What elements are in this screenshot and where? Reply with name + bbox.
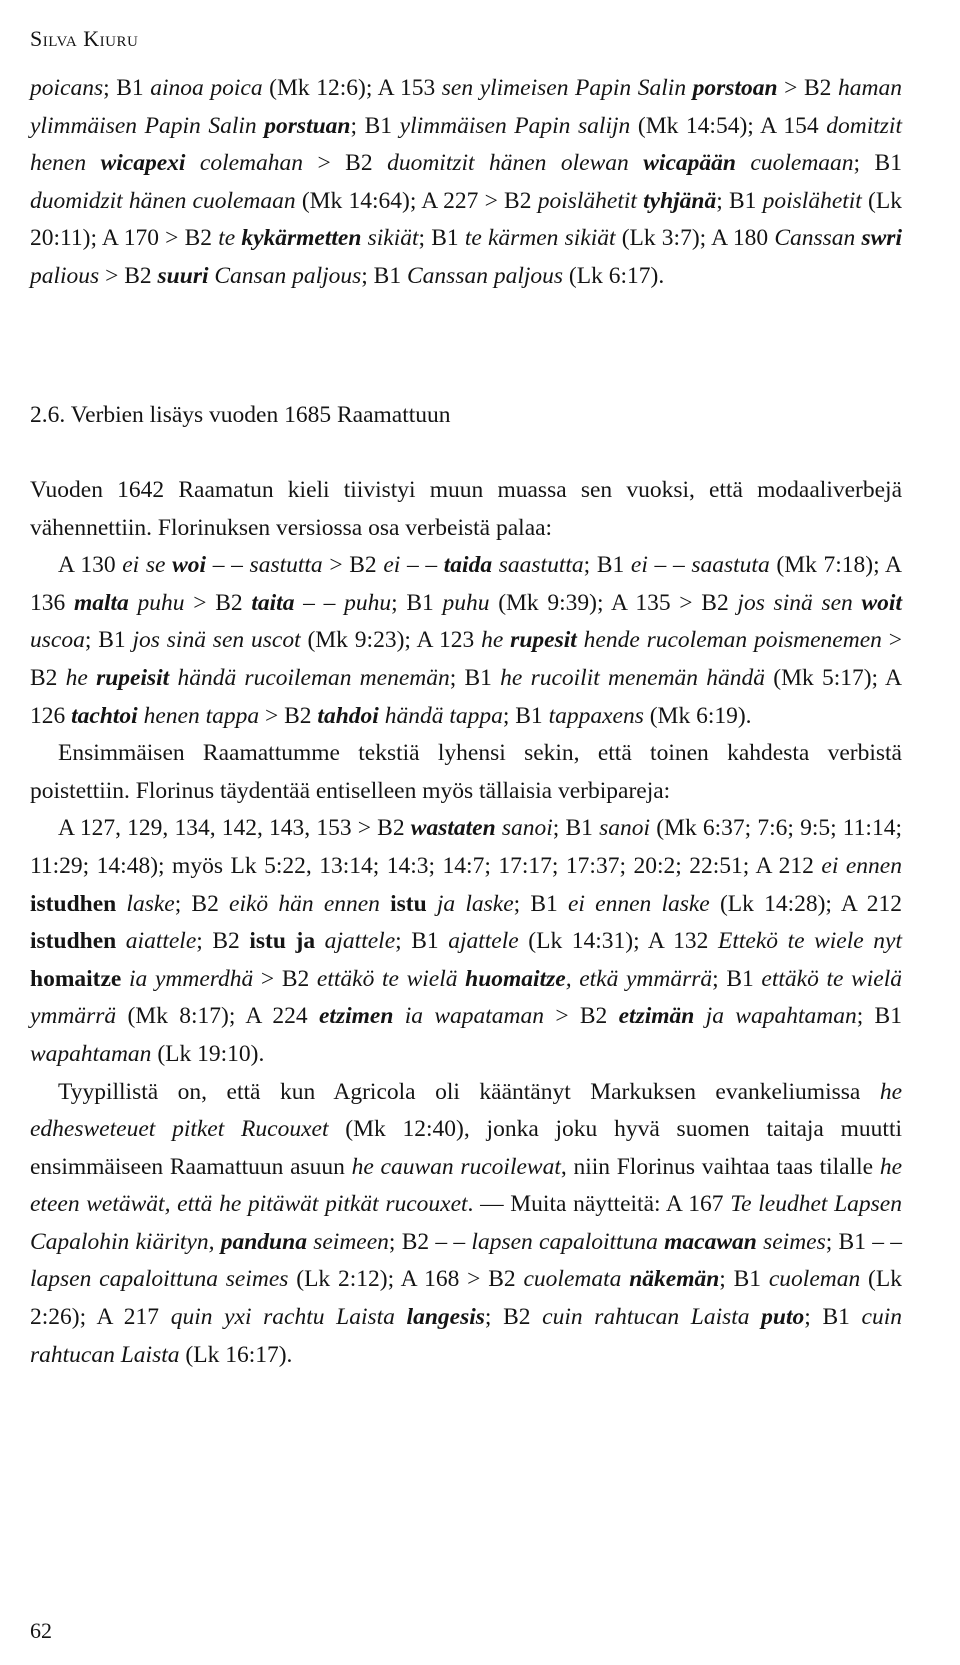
paragraph [30,70,902,296]
text-run: ; B1 [716,187,763,214]
text-run: ; B2 [484,1304,543,1331]
bold-italic-text: näkemän [629,1266,720,1293]
italic-text: ainoa poica [150,75,263,101]
text-run: ; B1 [395,928,449,955]
text-run: Tyypillistä on, että kun Agricola oli kääntänyt Markuksen evankeliumissa [58,1078,880,1105]
text-run: (Lk 14:31); A 132 [518,928,718,955]
italic-text: he [65,664,97,691]
italic-text: laske [116,890,175,917]
bold-italic-text: woi [172,552,207,579]
text-run: (Mk 12:6); A 153 [262,75,442,101]
italic-text: puhu [442,589,490,616]
italic-text: ajattele [448,928,519,955]
text-run: (Lk 2:12); A 168 > B2 [288,1266,524,1293]
italic-text: eikö hän ennen [229,890,391,917]
text-run: > B2 [184,589,252,616]
italic-text: jos sinä sen [737,589,862,616]
text-run: > B2 [322,552,384,579]
italic-text: händä tappa [378,702,503,729]
text-run: ; B1 [350,112,400,139]
paragraph [30,547,902,735]
text-run: ; B2 [174,890,230,917]
text-run: (Mk 12:40), jonka joku hyvä suomen taitaja muutti ensimmäiseen Raamattuun asuun [30,1116,903,1180]
italic-text: Te leudhet Lapsen Capalohin kiärityn, [30,1191,902,1255]
italic-text: – – puhu [294,589,392,616]
italic-text: cuin rahtucan Laista [542,1304,762,1331]
bold-italic-text: swri [861,225,902,252]
bold-italic-text: langesis [406,1304,485,1331]
text-run: (Lk 16:17). [179,1341,293,1368]
text-run: ; B1 [712,965,762,992]
text-run: (Mk 6:37; 7:6; 9:5; 11:14; 11:29; 14:48); myös Lk 5:22, 13:14; 14:3; 14:7; 17:17; 17:37; 20:2; 22:51; A 212 [30,815,902,879]
italic-text: ei ennen laske [568,890,710,917]
bold-italic-text: etzimän [618,1003,695,1030]
italic-text: ettäkö te wielä [316,965,466,992]
text-run: ; B1 [103,75,151,101]
section-heading: 2.6. Verbien lisäys vuoden 1685 Raamattuun [30,402,451,428]
italic-text: sanoi [599,815,651,842]
italic-text: sikiät [361,225,419,252]
italic-text: Cansan paljous [208,262,362,289]
italic-text: – – lapsen capaloittuna [435,1228,665,1255]
paragraph [30,810,902,1073]
text-run: ; B1 [502,702,549,729]
text-run: ; B1 [825,1228,873,1255]
italic-text: ei – – [383,552,444,579]
text-run: (Lk 19:10). [151,1040,265,1067]
text-run: (Lk 6:17). [563,262,665,289]
italic-text: jos sinä sen uscot [132,627,301,654]
italic-text: cuoleman [768,1266,861,1293]
text-run: (Lk 3:7); A 180 [615,225,775,252]
text-run: (Mk 6:19). [643,702,752,729]
text-run: ; B1 [513,890,568,917]
italic-text: te kärmen sikiät [464,225,616,252]
bold-italic-text: puto [761,1304,805,1331]
bold-italic-text: macawan [664,1228,757,1255]
text-run: , niin Florinus vaihtaa taas tilalle [560,1153,880,1180]
bold-italic-text: tachtoi [71,702,138,729]
italic-text: ia ymmerdhä [121,965,254,992]
bold-italic-text: taida [443,552,493,579]
bold-italic-text: tyhjänä [643,187,717,214]
italic-text: poislähetit [762,187,862,214]
italic-text: seimes [756,1228,826,1255]
bold-italic-text: wicapään [643,150,736,177]
italic-text: ia wapataman [393,1003,544,1030]
italic-text: seimeen [306,1228,389,1255]
italic-text: sanoi [495,815,553,842]
italic-text: ylimmäisen Papin salijn [399,112,631,139]
text-run: > B2 [253,965,317,992]
text-run: ; B1 [449,664,501,691]
italic-text: he eteen wetäwät, että he pitäwät pitkät rucouxet [30,1153,902,1218]
italic-text: cuolemata [523,1266,630,1293]
italic-text: puhu [128,589,185,616]
bold-text: istu [390,890,427,917]
italic-text: Canssan [774,225,862,252]
text-run: (Mk 9:39); A 135 > B2 [489,589,738,616]
text-run: ; B1 [719,1266,769,1293]
italic-text: colemahan [185,150,303,177]
text-run: ; B1 [552,815,600,842]
bold-italic-text: woit [861,589,902,616]
italic-text: ei se [122,552,173,579]
page-number: 62 [30,1618,52,1643]
italic-text: sen ylimeisen Papin Salin [441,75,693,101]
bold-text: istu ja [249,928,316,955]
italic-text: aiattele [116,928,197,955]
section-body [30,472,902,1374]
bold-italic-text: rupeisit [96,664,170,691]
text-run: ; B1 [418,225,465,252]
italic-text: he edhesweteuet pitket Rucouxet [30,1078,902,1143]
text-run: > B2 [30,627,902,691]
bold-italic-text: porstoan [692,75,778,101]
bold-italic-text: huomaitze [465,965,566,992]
text-run: (Mk 7:18); A 136 [30,552,902,616]
text-run: (Mk 8:17); A 224 [116,1003,319,1030]
bold-italic-text: tahdoi [317,702,379,729]
italic-text: he cauwan rucoilewat [351,1153,561,1180]
text-run: ; B1 [391,589,443,616]
text-run: . — Muita näytteitä: A 167 [467,1191,731,1218]
text-run: Vuoden 1642 Raamatun kieli tiivistyi muun muassa sen vuoksi, että modaaliverbejä vähennettiin. Florinuksen versiossa osa verbeistä palaa: [30,477,902,541]
text-run: ; B1 [84,627,133,654]
italic-text: – – lapsen capaloittuna seimes [30,1228,902,1293]
italic-text: saastutta [492,552,584,579]
text-run: (Lk 2:26); A 217 [30,1266,902,1331]
text-run: > B2 [259,702,318,729]
italic-text: haman ylimmäisen Papin Salin [30,75,902,139]
text-run: > B2 [99,262,158,289]
text-run: (Mk 9:23); A 123 [300,627,482,654]
text-run: (Lk 14:28); A 212 [709,890,902,917]
italic-text: cuin rahtucan Laista [30,1304,902,1368]
bold-italic-text: wastaten [410,815,496,842]
bold-italic-text: porstuan [264,112,351,139]
italic-text: ajattele [315,928,396,955]
bold-italic-text: wicapexi [100,150,186,177]
italic-text: poislähetit [537,187,644,214]
bold-text: istudhen [30,890,117,917]
text-run: Ensimmäisen Raamattumme tekstiä lyhensi sekin, että toinen kahdesta verbistä poistettiin. Florinus täydentää entiselleen myös tällaisia verbipareja: [30,740,902,804]
italic-text: tappaxens [548,702,644,729]
italic-text: domitzit henen [30,112,902,177]
continuation-paragraph [30,70,902,296]
text-run: (Mk 14:54); A 154 [630,112,827,139]
bold-italic-text: taita [251,589,295,616]
italic-text: cuolemaan [735,150,854,177]
italic-text: poicans [30,75,104,101]
italic-text: händä rucoileman menemän [169,664,450,691]
bold-italic-text: etzimen [318,1003,394,1030]
italic-text: palious [30,262,100,289]
italic-text: ettäkö te wielä ymmärrä [30,965,903,1030]
text-run: (Mk 5:17); A 126 [30,664,902,729]
bold-italic-text: kykärmetten [241,225,362,252]
italic-text: wapahtaman [30,1040,152,1067]
italic-text: he rucoilit menemän händä [500,664,766,691]
paragraph [30,735,902,810]
italic-text: duomitzit hänen olewan [387,150,644,177]
italic-text: – – sastutta [206,552,323,579]
italic-text: Ettekö te wiele nyt [717,928,902,955]
italic-text: Canssan paljous [407,262,564,289]
italic-text: duomidzit hänen cuolemaan [30,187,296,214]
running-head: Silva Kiuru [30,26,139,51]
bold-italic-text: rupesit [510,627,577,654]
text-run: > B2 [303,150,388,177]
italic-text: , etkä ymmärrä [565,965,713,992]
italic-text: hende rucoleman poismenemen [576,627,882,654]
text-run: ; B2 [196,928,250,955]
text-run: ; B2 [388,1228,436,1255]
paragraph [30,472,902,547]
italic-text: te [218,225,242,252]
text-run: A 127, 129, 134, 142, 143, 153 > B2 [58,815,411,842]
bold-italic-text: suuri [157,262,209,289]
bold-italic-text: panduna [220,1228,307,1255]
text-run: > B2 [777,75,838,101]
bold-text: homaitze [30,965,122,992]
italic-text: uscoa [30,627,85,654]
text-run: ; B1 [361,262,407,289]
text-run: > B2 [544,1003,619,1030]
text-run: (Mk 14:64); A 227 > B2 [295,187,538,214]
italic-text: ja laske [426,890,514,917]
italic-text: quin yxi rachtu Laista [170,1304,407,1331]
text-run: ; B1 [583,552,631,579]
italic-text: he [481,627,511,654]
italic-text: ja wapahtaman [694,1003,857,1030]
bold-text: istudhen [30,928,117,955]
text-run: ; B1 [856,1003,902,1030]
text-run: ; B1 [804,1304,862,1331]
paragraph [30,1074,902,1375]
italic-text: ei ennen [821,852,902,879]
text-run: A 130 [58,552,123,579]
bold-italic-text: malta [73,589,129,616]
text-run: (Lk 20:11); A 170 > B2 [30,187,902,252]
italic-text: ei – – saastuta [630,552,770,579]
italic-text: henen tappa [137,702,260,729]
text-run: ; B1 [853,150,902,177]
